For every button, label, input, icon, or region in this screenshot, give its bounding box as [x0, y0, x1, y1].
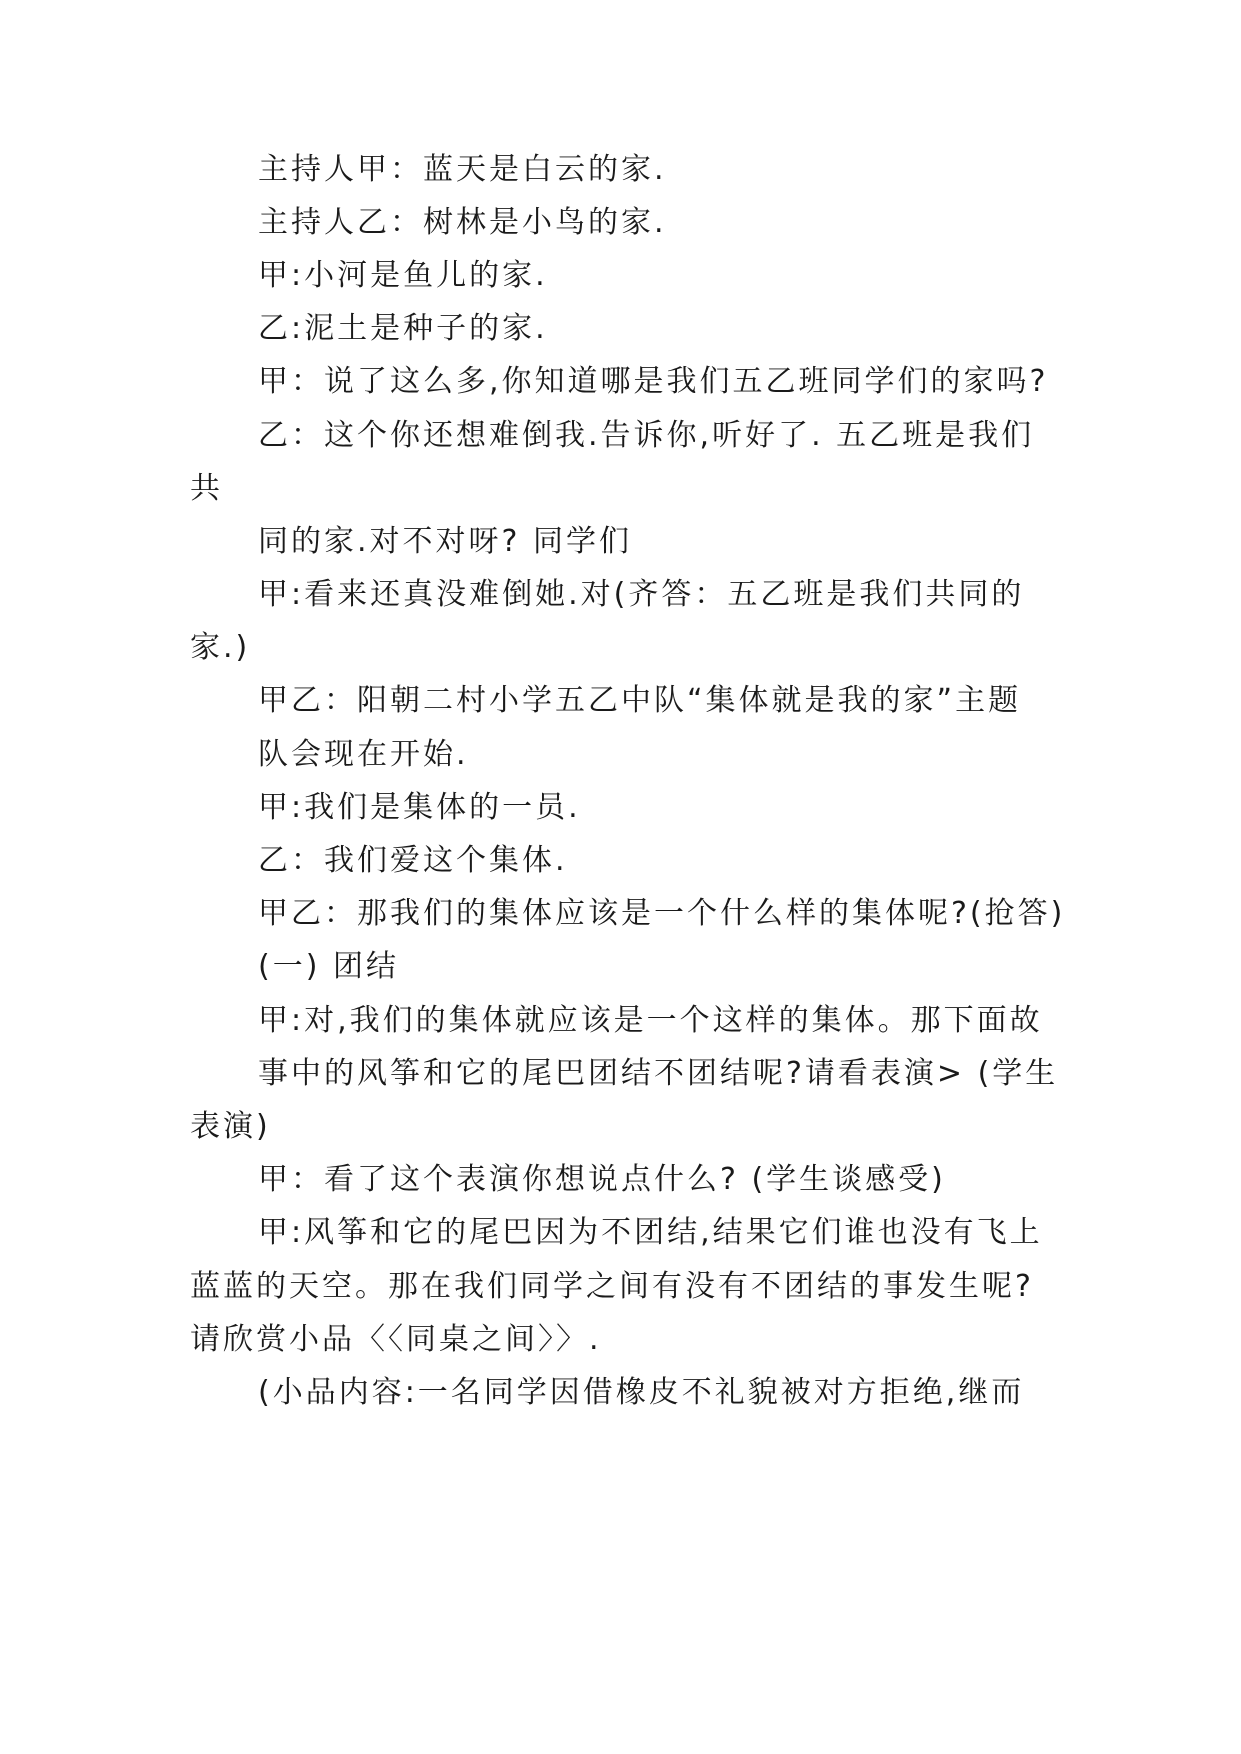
text-line: (小品内容:一名同学因借橡皮不礼貌被对方拒绝,继而 [258, 1375, 1025, 1410]
text-line: 乙：我们爱这个集体. [258, 843, 568, 878]
text-line: 甲乙：那我们的集体应该是一个什么样的集体呢?(抢答) [258, 896, 1066, 931]
text-line: 甲:我们是集体的一员. [258, 790, 581, 825]
text-line: 乙：这个你还想难倒我.告诉你,听好了. 五乙班是我们 [258, 418, 1035, 453]
text-line: 甲:看来还真没难倒她.对(齐答：五乙班是我们共同的 [258, 577, 1025, 612]
text-line: 共 [190, 471, 223, 506]
text-line: 同的家.对不对呀? 同学们 [258, 524, 632, 559]
text-line: 家.) [190, 630, 251, 665]
text-line: 甲：说了这么多,你知道哪是我们五乙班同学们的家吗? [258, 364, 1049, 399]
text-line: 主持人乙：树林是小鸟的家. [258, 205, 667, 240]
text-line: 乙:泥土是种子的家. [258, 311, 548, 346]
text-line: 甲:小河是鱼儿的家. [258, 258, 548, 293]
text-line: 甲：看了这个表演你想说点什么? (学生谈感受) [258, 1162, 946, 1197]
text-line: 甲乙：阳朝二村小学五乙中队“集体就是我的家”主题 [258, 683, 1022, 718]
text-line: 甲:对,我们的集体就应该是一个这样的集体。那下面故 [258, 1003, 1043, 1038]
text-line: 表演) [190, 1109, 271, 1144]
text-line: 主持人甲：蓝天是白云的家. [258, 152, 667, 187]
text-line: 蓝蓝的天空。那在我们同学之间有没有不团结的事发生呢? [190, 1269, 1034, 1304]
text-line: 队会现在开始. [258, 737, 469, 772]
text-line: 事中的风筝和它的尾巴团结不团结呢?请看表演> (学生 [258, 1056, 1059, 1091]
text-line: (一) 团结 [258, 949, 399, 984]
text-line: 甲:风筝和它的尾巴因为不团结,结果它们谁也没有飞上 [258, 1215, 1043, 1250]
text-line: 请欣赏小品〈〈同桌之间〉〉. [190, 1322, 602, 1357]
